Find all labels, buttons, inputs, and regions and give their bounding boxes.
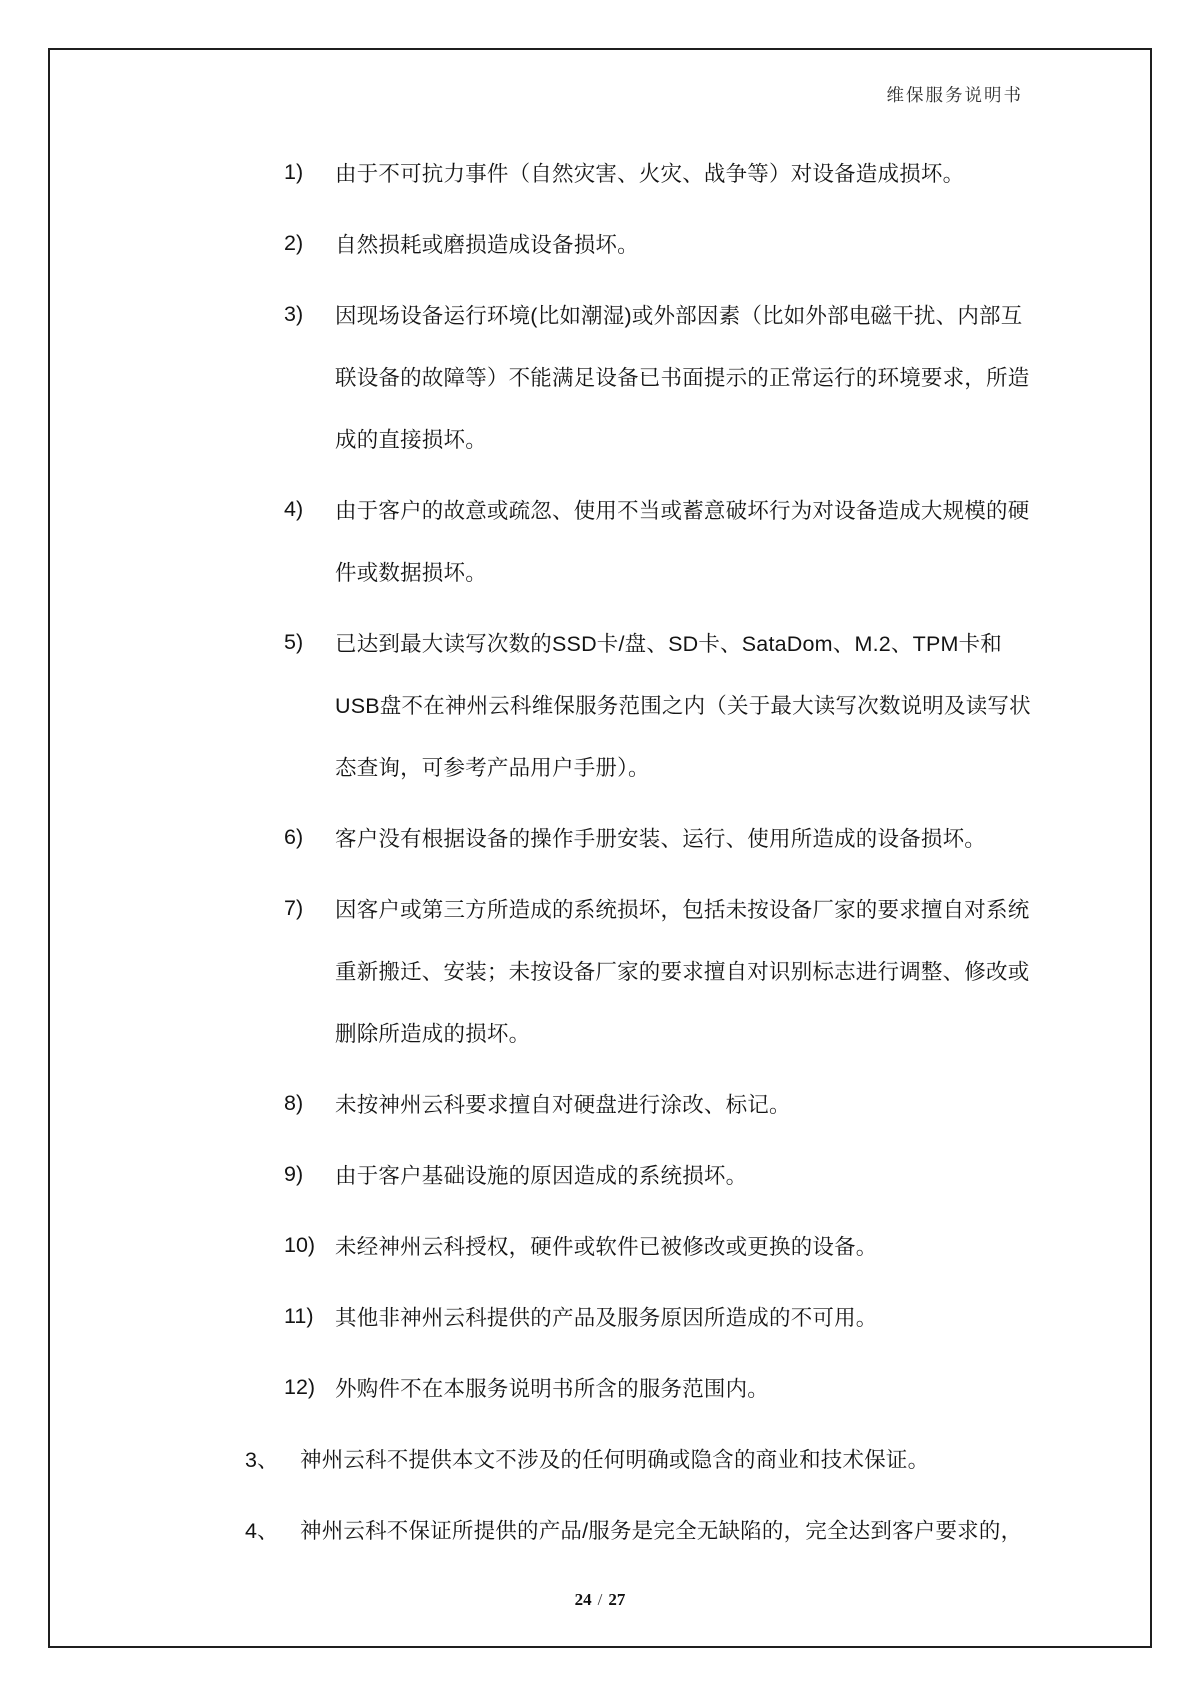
item-text-line: 重新搬迁、安装；未按设备厂家的要求擅自对识别标志进行调整、修改或 [335, 959, 1030, 984]
item-text-line: 自然损耗或磨损造成设备损坏。 [335, 232, 639, 257]
page-number-total: 27 [608, 1590, 626, 1609]
item-text-line: USB盘不在神州云科维保服务范围之内（关于最大读写次数说明及读写状 [335, 693, 1031, 718]
list-item [284, 478, 1150, 602]
list-item [284, 611, 1150, 797]
item-number: 9) [284, 1161, 304, 1186]
item-text-line: 其他非神州云科提供的产品及服务原因所造成的不可用。 [335, 1305, 878, 1330]
list-item [284, 141, 1150, 203]
item-number: 4、 [245, 1518, 279, 1543]
item-text-line: 客户没有根据设备的操作手册安装、运行、使用所造成的设备损坏。 [335, 826, 987, 851]
list-item [284, 212, 1150, 274]
list-item [284, 877, 1150, 1063]
item-text-line: 由于客户的故意或疏忽、使用不当或蓄意破坏行为对设备造成大规模的硬 [335, 498, 1030, 523]
item-text-line: 神州云科不保证所提供的产品/服务是完全无缺陷的，完全达到客户要求的， [300, 1518, 1023, 1543]
item-number: 7) [284, 895, 304, 920]
item-text-line: 由于客户基础设施的原因造成的系统损坏。 [335, 1163, 748, 1188]
list-item [284, 1285, 1150, 1347]
page-number-current: 24 [574, 1590, 592, 1609]
item-number: 1) [284, 159, 304, 184]
item-text-line: 未经神州云科授权，硬件或软件已被修改或更换的设备。 [335, 1234, 878, 1259]
item-number: 12) [284, 1374, 316, 1399]
item-number: 5) [284, 629, 304, 654]
page-number-separator: / [597, 1590, 603, 1609]
list-item [284, 1214, 1150, 1276]
item-text-line: 未按神州云科要求擅自对硬盘进行涂改、标记。 [335, 1092, 791, 1117]
item-text-line: 联设备的故障等）不能满足设备已书面提示的正常运行的环境要求，所造 [335, 365, 1030, 390]
item-number: 3、 [245, 1447, 279, 1472]
item-text-line: 因现场设备运行环境(比如潮湿)或外部因素（比如外部电磁干扰、内部互 [335, 303, 1023, 328]
item-number: 3) [284, 301, 304, 326]
page-number [50, 1590, 1150, 1610]
item-number: 4) [284, 496, 304, 521]
item-number: 8) [284, 1090, 304, 1115]
item-text-line: 外购件不在本服务说明书所含的服务范围内。 [335, 1376, 770, 1401]
list-item [284, 806, 1150, 868]
exclusions-list [50, 141, 1150, 1569]
item-number: 10) [284, 1232, 316, 1257]
list-item-outer [245, 1498, 1150, 1560]
list-item [284, 1356, 1150, 1418]
item-text-line: 件或数据损坏。 [335, 560, 487, 585]
list-item [284, 283, 1150, 469]
item-text-line: 态查询，可参考产品用户手册）。 [335, 755, 650, 780]
item-number: 2) [284, 230, 304, 255]
item-number: 6) [284, 824, 304, 849]
item-text-line: 删除所造成的损坏。 [335, 1021, 531, 1046]
page-header-title: 维保服务说明书 [886, 85, 1023, 105]
item-text-line: 已达到最大读写次数的SSD卡/盘、SD卡、SataDom、M.2、TPM卡和 [335, 631, 1002, 656]
page-frame [48, 48, 1152, 1648]
list-item-outer [245, 1427, 1150, 1489]
item-text-line: 由于不可抗力事件（自然灾害、火灾、战争等）对设备造成损坏。 [335, 161, 965, 186]
item-text-line: 神州云科不提供本文不涉及的任何明确或隐含的商业和技术保证。 [300, 1447, 930, 1472]
item-text-line: 成的直接损坏。 [335, 427, 487, 452]
list-item [284, 1143, 1150, 1205]
item-text-line: 因客户或第三方所造成的系统损坏，包括未按设备厂家的要求擅自对系统 [335, 897, 1030, 922]
list-item [284, 1072, 1150, 1134]
item-number: 11) [284, 1303, 314, 1328]
